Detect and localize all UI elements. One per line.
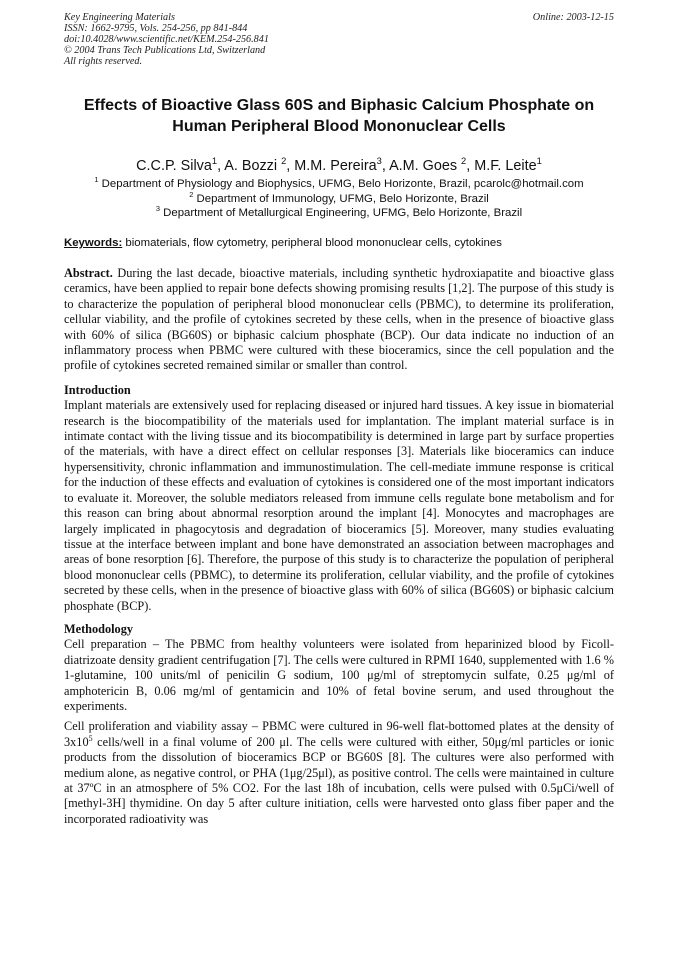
author-affil-number: 1	[211, 156, 218, 167]
section-heading-methodology: Methodology	[64, 621, 133, 636]
mu-symbol: μ	[279, 734, 286, 749]
affiliation-3	[30, 206, 648, 221]
proliferation-text-d: g/ml particles or ionic products from the dissolution of bioceramics BCP or BG60S [8]. The cultures were also performed with medium alone, as negative control, or PHA (1	[64, 734, 614, 780]
author-list	[30, 157, 648, 175]
author-affil-number: 3	[376, 156, 382, 167]
author-affil-number: 2	[281, 156, 287, 167]
paper-title	[40, 95, 638, 137]
exponent: 5	[88, 733, 93, 743]
proliferation-text-f: l), as positive control. The cells were maintained in culture at 37ºC in an atmosphere of 5% CO2. For the last 18h of incubation, cells were pulsed with 0.5	[64, 765, 614, 795]
author-separator: ,	[286, 158, 295, 174]
mu-symbol: μ	[556, 781, 564, 795]
cell-prep-text-a: Cell preparation – The PBMC from healthy volunteers were isolated from heparinized blood by Ficoll-diatrizoate density gradient centrifugation [7]. The cells were cultured in RPMI 1640, supplemented with 1.6 % 1-glutamine, 100 units/ml of penicilin G sodium, 100	[64, 637, 614, 683]
journal-issn: ISSN: 1662-9795, Vols. 254-256, pp 841-844	[64, 23, 248, 34]
mu-symbol: μ	[494, 734, 502, 749]
methodology-paragraph-1	[64, 637, 614, 714]
affiliation-number: 2	[189, 189, 194, 199]
author-name: A.M. Goes	[389, 158, 462, 174]
affiliation-text: Department of Physiology and Biophysics, UFMG, Belo Horizonte, Brazil, pcarolc@hotmail.com	[101, 178, 584, 190]
mu-symbol: μ	[367, 668, 374, 683]
title-line-2: Human Peripheral Blood Mononuclear Cells	[172, 118, 506, 135]
author-affil-number: 1	[536, 156, 542, 167]
cell-prep-text-c: g/ml of amphotericin B, 0.06 mg/ml of gentamicin and 10% of fetal bovine serum, and used throughout the experiments.	[64, 668, 614, 713]
proliferation-text-e: g/25	[296, 765, 319, 780]
affiliation-text: Department of Metallurgical Engineering, UFMG, Belo Horizonte, Brazil	[163, 207, 523, 219]
proliferation-text-c: l. The cells were cultured with either, 50	[285, 734, 495, 749]
author-separator: ,	[217, 158, 225, 174]
journal-header	[64, 12, 614, 67]
affiliation-number: 3	[155, 204, 160, 214]
journal-copyright: © 2004 Trans Tech Publications Ltd, Switzerland	[64, 45, 266, 56]
online-date: Online: 2003-12-15	[532, 12, 614, 23]
mu-symbol: μ	[318, 765, 325, 780]
affiliation-text: Department of Immunology, UFMG, Belo Horizonte, Brazil	[196, 192, 489, 205]
affiliation-list	[30, 177, 648, 221]
mu-symbol: μ	[566, 668, 574, 683]
author-name: A. Bozzi	[224, 158, 282, 174]
methodology-paragraph-2	[64, 719, 614, 827]
proliferation-text-g: Ci/well of [methyl-3H] thymidine. On day 5 after culture initiation, cells were harvested onto glass fiber paper and the incorporated radioativity was	[64, 781, 614, 826]
cell-prep-text-b: g/ml of streptomycin sulfate, 0.25	[373, 668, 567, 683]
mu-symbol: μ	[289, 765, 297, 780]
affiliation-2	[30, 189, 648, 207]
author-name: M.M. Pereira	[294, 158, 377, 174]
paper-body	[64, 266, 614, 827]
journal-cut-line: All rights reserved.	[64, 56, 142, 67]
section-heading-introduction: Introduction	[64, 382, 131, 397]
affiliation-1	[30, 177, 648, 192]
proliferation-text-b: cells/well in a final volume of 200	[92, 734, 280, 749]
abstract	[64, 266, 614, 374]
author-separator: ,	[381, 158, 390, 174]
affiliation-number: 1	[94, 175, 99, 185]
journal-name: Key Engineering Materials	[64, 12, 175, 23]
author-separator: ,	[466, 158, 475, 174]
keywords-text: biomaterials, flow cytometry, peripheral blood mononuclear cells, cytokines	[125, 237, 502, 249]
keywords-line	[64, 236, 614, 250]
author-name: C.C.P. Silva	[136, 158, 212, 174]
journal-doi: doi:10.4028/www.scientific.net/KEM.254-256.841	[64, 34, 269, 45]
keywords-label: Keywords:	[64, 237, 123, 249]
abstract-text: During the last decade, bioactive materials, including synthetic hydroxiapatite and bioactive glass ceramics, have been applied to repair bone defects showing promising results [1,2]. The purpose of this study is to characterize the population of peripheral blood mononuclear cells (PBMC), to determine its proliferation, cellular viability, and the profile of cytokines secreted by these cells, when in the presence of bioactive glass with 60% of silica (BG60S) or biphasic calcium phosphate (BCP). Our data indicate no induction of an inflammatory process when PBMC were cultured with these bioceramics, since the cell population and the profile of cytokines secreted remained similar or smaller than control.	[64, 266, 614, 373]
abstract-label: Abstract.	[64, 266, 113, 280]
author-affil-number: 2	[461, 156, 467, 167]
author-name: M.F. Leite	[474, 158, 537, 174]
title-line-1: Effects of Bioactive Glass 60S and Biphasic Calcium Phosphate on	[83, 97, 595, 114]
proliferation-text-a: Cell proliferation and viability assay – PBMC were cultured in 96-well flat-bottomed plates at the density of 3x10	[64, 719, 614, 749]
introduction-paragraph: Implant materials are extensively used for replacing diseased or injured hard tissues. A key issue in biomaterial research is the biocompatibility of the materials used for implantation. The implant material surface is in intimate contact with the living tissue and its biocompatibility is determined in large part by surface properties of the materials, with have a direct effect on cellular responses [3]. Materials like bioceramics can induce hypersensitivity, chronic inflammation and immunostimulation. The cell-mediate immune response is critical for the induction of these effects and evaluation of cytokines is considered one of the most important indicators to evaluate it. Moreover, the soluble mediators released from immune cells regulate bone metabolism and for this reason can bring about abnormal resorption around the implant [4]. Monocytes and macrophages are largely implicated in phagocytosis and degradation of bioceramics [5]. Moreover, many studies evaluating tissue at the interface between implant and bone have demonstrated an association between macrophages and areas of bone resorption [6]. Therefore, the purpose of this study is to characterize the population of peripheral blood mononuclear cells (PBMC), to determine its proliferation, cellular viability, and the profile of cytokines secreted by these cells, when in the presence of bioactive glass with 60% of silica (BG60S) or biphasic calcium phosphate (BCP).	[64, 398, 614, 613]
